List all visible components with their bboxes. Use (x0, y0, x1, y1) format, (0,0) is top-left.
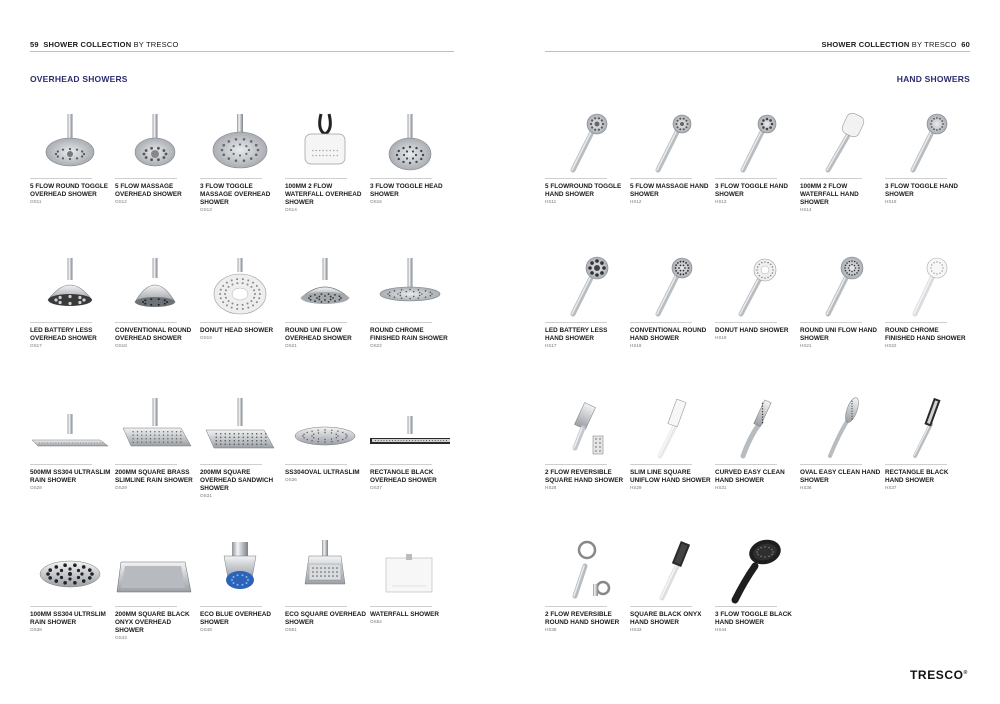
round-chrome-hand-shower-icon (885, 252, 965, 322)
product-code: OS37 (370, 485, 382, 490)
product-name: CONVENTIONAL ROUND OVERHEAD SHOWER (115, 327, 192, 342)
product-code: HS44 (715, 627, 727, 632)
product-label (800, 469, 882, 491)
product-label (800, 183, 882, 213)
product-divider (30, 464, 92, 465)
product-code: OS13 (200, 207, 212, 212)
product-name: OVAL EASY CLEAN HAND SHOWER (800, 469, 881, 484)
product-label (115, 611, 197, 641)
product-code: HS31 (715, 485, 727, 490)
product-name: ECO BLUE OVERHEAD SHOWER (200, 611, 272, 626)
product-divider (545, 464, 607, 465)
round-toggle-hand-shower-icon (545, 108, 625, 178)
page-number: 60 (961, 40, 970, 49)
product-divider (545, 178, 607, 179)
product-label (630, 469, 712, 491)
product-label (30, 327, 112, 349)
product-code: OS19 (200, 335, 212, 340)
product-divider (370, 606, 432, 607)
waterfall-shower-icon (370, 536, 450, 606)
product-divider (715, 178, 777, 179)
rectangle-black-hand-shower-icon (885, 394, 965, 464)
toggle-massage-overhead-shower-icon (200, 108, 280, 178)
product-divider (885, 178, 947, 179)
product-code: HS12 (630, 199, 642, 204)
product-code: OS16 (370, 199, 382, 204)
product-code: HS36 (800, 485, 812, 490)
product-name: LED BATTERY LESS OVERHEAD SHOWER (30, 327, 97, 342)
product-name: 100MM 2 FLOW WATERFALL OVERHEAD SHOWER (285, 183, 362, 206)
product-label (715, 183, 797, 205)
product-divider (200, 322, 262, 323)
product-label (545, 327, 627, 349)
product-label (885, 469, 967, 491)
square-black-onyx-hand-shower-icon (630, 536, 710, 606)
product-divider (30, 322, 92, 323)
product-code: HS29 (630, 485, 642, 490)
product-code: HS18 (630, 343, 642, 348)
product-name: 5 FLOW ROUND TOGGLE OVERHEAD SHOWER (30, 183, 108, 198)
product-code: OS31 (200, 493, 212, 498)
product-code: HS21 (800, 343, 812, 348)
ultrslim-round-rain-shower-icon (30, 536, 110, 606)
product-divider (285, 606, 347, 607)
product-divider (545, 606, 607, 607)
product-divider (200, 178, 262, 179)
page-number: 59 (30, 40, 39, 49)
product-label (285, 469, 367, 483)
curved-easy-clean-hand-shower-icon (715, 394, 795, 464)
product-label (800, 327, 882, 349)
product-divider (630, 464, 692, 465)
product-name: ROUND CHROME FINISHED RAIN SHOWER (370, 327, 448, 342)
product-label (715, 327, 797, 341)
product-label (630, 327, 712, 349)
product-label (200, 469, 282, 499)
product-code: HS17 (545, 343, 557, 348)
product-divider (630, 606, 692, 607)
toggle-black-hand-shower-icon (715, 536, 795, 606)
product-label (885, 327, 967, 349)
product-divider (800, 322, 862, 323)
reversible-square-hand-shower-icon (545, 394, 625, 464)
product-label (115, 327, 197, 349)
product-name: ROUND CHROME FINISHED HAND SHOWER (885, 327, 966, 342)
product-divider (285, 322, 347, 323)
product-label (285, 183, 367, 213)
product-name: DONUT HAND SHOWER (715, 327, 789, 334)
product-label (370, 327, 452, 349)
product-divider (370, 178, 432, 179)
product-label (115, 469, 197, 491)
product-name: ROUND UNI FLOW HAND SHOWER (800, 327, 878, 342)
product-divider (285, 464, 347, 465)
product-label (30, 183, 112, 205)
section-title-hand: HAND SHOWERS (896, 74, 970, 84)
reversible-round-hand-shower-icon (545, 536, 625, 606)
slim-square-hand-shower-icon (630, 394, 710, 464)
eco-blue-overhead-shower-icon (200, 536, 280, 606)
product-label (285, 327, 367, 349)
product-divider (800, 464, 862, 465)
product-code: OS12 (115, 199, 127, 204)
product-code: OS18 (115, 343, 127, 348)
product-code: HS14 (800, 207, 812, 212)
product-divider (370, 322, 432, 323)
product-code: HS43 (630, 627, 642, 632)
product-code: OS43 (115, 635, 127, 640)
product-label (545, 183, 627, 205)
product-name: CURVED EASY CLEAN HAND SHOWER (715, 469, 785, 484)
product-name: 3 FLOW TOGGLE HAND SHOWER (715, 183, 789, 198)
product-code: OS48 (200, 627, 212, 632)
product-code: OS52 (370, 619, 382, 624)
product-label (715, 611, 797, 633)
rectangle-black-overhead-shower-icon (370, 394, 450, 464)
product-code: HS16 (885, 199, 897, 204)
product-code: OS21 (285, 343, 297, 348)
product-name: DONUT HEAD SHOWER (200, 327, 274, 334)
product-label (370, 611, 452, 625)
product-code: OS28 (30, 485, 42, 490)
product-name: 5 FLOW MASSAGE HAND SHOWER (630, 183, 709, 198)
product-name: 5 FLOW MASSAGE OVERHEAD SHOWER (115, 183, 182, 198)
led-overhead-shower-icon (30, 252, 110, 322)
product-code: OS38 (30, 627, 42, 632)
product-name: WATERFALL SHOWER (370, 611, 439, 618)
product-label (115, 183, 197, 205)
product-divider (885, 322, 947, 323)
product-divider (200, 606, 262, 607)
product-name: CONVENTIONAL ROUND HAND SHOWER (630, 327, 707, 342)
product-divider (115, 178, 177, 179)
product-code: OS17 (30, 343, 42, 348)
ultraslim-rain-shower-icon (30, 394, 110, 464)
conventional-hand-shower-icon (630, 252, 710, 322)
waterfall-hand-shower-icon (800, 108, 880, 178)
left-page-header (30, 40, 178, 49)
oval-ultraslim-shower-icon (285, 394, 365, 464)
product-name: SS304OVAL ULTRASLIM (285, 469, 360, 476)
product-label (545, 611, 627, 633)
led-hand-shower-icon (545, 252, 625, 322)
product-name: SLIM LINE SQUARE UNIFLOW HAND SHOWER (630, 469, 711, 484)
square-slimline-rain-shower-icon (115, 394, 195, 464)
waterfall-overhead-shower-icon (285, 108, 365, 178)
product-name: ECO SQUARE OVERHEAD SHOWER (285, 611, 366, 626)
donut-head-shower-icon (200, 252, 280, 322)
product-divider (115, 322, 177, 323)
product-divider (115, 606, 177, 607)
product-name: 100MM 2 FLOW WATERFALL HAND SHOWER (800, 183, 859, 206)
product-label (630, 611, 712, 633)
product-name: 5 FLOWROUND TOGGLE HAND SHOWER (545, 183, 622, 198)
toggle-hand-shower-icon (715, 108, 795, 178)
product-divider (715, 606, 777, 607)
product-code: HS37 (885, 485, 897, 490)
product-divider (30, 178, 92, 179)
product-name: 2 FLOW REVERSIBLE ROUND HAND SHOWER (545, 611, 620, 626)
uni-flow-hand-shower-icon (800, 252, 880, 322)
product-code: HS11 (545, 199, 557, 204)
donut-hand-shower-icon (715, 252, 795, 322)
product-divider (545, 322, 607, 323)
product-divider (285, 178, 347, 179)
product-divider (370, 464, 432, 465)
product-divider (885, 464, 947, 465)
toggle-head-shower-icon (370, 108, 450, 178)
section-title-overhead: OVERHEAD SHOWERS (30, 74, 128, 84)
square-black-onyx-shower-icon (115, 536, 195, 606)
product-label (370, 183, 452, 205)
product-code: OS22 (370, 343, 382, 348)
product-label (200, 183, 282, 213)
collection-title: SHOWER COLLECTION (821, 40, 910, 49)
product-label (630, 183, 712, 205)
collection-brand: BY TRESCO (911, 40, 957, 49)
collection-title: SHOWER COLLECTION (43, 40, 132, 49)
product-divider (30, 606, 92, 607)
uni-flow-overhead-shower-icon (285, 252, 365, 322)
product-code: OS14 (285, 207, 297, 212)
product-name: 200MM SQUARE BLACK ONYX OVERHEAD SHOWER (115, 611, 190, 634)
product-label (715, 469, 797, 491)
header-divider-right (545, 51, 970, 52)
round-rain-shower-icon (370, 252, 450, 322)
product-code: OS51 (285, 627, 297, 632)
product-name: 3 FLOW TOGGLE HEAD SHOWER (370, 183, 443, 198)
tresco-logo: TRESCO® (910, 668, 968, 682)
conventional-overhead-shower-icon (115, 252, 195, 322)
product-name: 3 FLOW TOGGLE BLACK HAND SHOWER (715, 611, 792, 626)
header-divider-left (30, 51, 454, 52)
product-label (30, 611, 112, 633)
product-label (545, 469, 627, 491)
product-code: OS36 (285, 477, 297, 482)
product-divider (200, 464, 262, 465)
massage-hand-shower-icon (630, 108, 710, 178)
product-code: HS19 (715, 335, 727, 340)
toggle-hand-shower-2-icon (885, 108, 965, 178)
product-name: 3 FLOW TOGGLE MASSAGE OVERHEAD SHOWER (200, 183, 271, 206)
product-name: 100MM SS304 ULTRSLIM RAIN SHOWER (30, 611, 106, 626)
product-divider (800, 178, 862, 179)
product-label (885, 183, 967, 205)
product-name: RECTANGLE BLACK HAND SHOWER (885, 469, 949, 484)
oval-easy-clean-hand-shower-icon (800, 394, 880, 464)
product-name: 500MM SS304 ULTRASLIM RAIN SHOWER (30, 469, 111, 484)
product-code: HS28 (545, 485, 557, 490)
product-label (200, 327, 282, 341)
product-divider (115, 464, 177, 465)
product-name: LED BATTERY LESS HAND SHOWER (545, 327, 608, 342)
product-code: OS11 (30, 199, 42, 204)
round-overhead-shower-icon (30, 108, 110, 178)
square-sandwich-shower-icon (200, 394, 280, 464)
product-name: 200MM SQUARE BRASS SLIMLINE RAIN SHOWER (115, 469, 193, 484)
product-label (370, 469, 452, 491)
product-divider (630, 178, 692, 179)
eco-square-overhead-shower-icon (285, 536, 365, 606)
product-divider (630, 322, 692, 323)
product-code: HS13 (715, 199, 727, 204)
collection-brand: BY TRESCO (133, 40, 179, 49)
product-divider (715, 464, 777, 465)
massage-overhead-shower-icon (115, 108, 195, 178)
product-code: HS38 (545, 627, 557, 632)
product-name: SQUARE BLACK ONYX HAND SHOWER (630, 611, 702, 626)
right-page-header (822, 40, 970, 49)
product-name: 2 FLOW REVERSIBLE SQUARE HAND SHOWER (545, 469, 624, 484)
product-label (200, 611, 282, 633)
product-divider (715, 322, 777, 323)
product-name: 3 FLOW TOGGLE HAND SHOWER (885, 183, 959, 198)
product-label (285, 611, 367, 633)
product-name: 200MM SQUARE OVERHEAD SANDWICH SHOWER (200, 469, 274, 492)
product-code: HS22 (885, 343, 897, 348)
product-name: ROUND UNI FLOW OVERHEAD SHOWER (285, 327, 352, 342)
product-code: OS29 (115, 485, 127, 490)
product-label (30, 469, 112, 491)
product-name: RECTANGLE BLACK OVERHEAD SHOWER (370, 469, 437, 484)
